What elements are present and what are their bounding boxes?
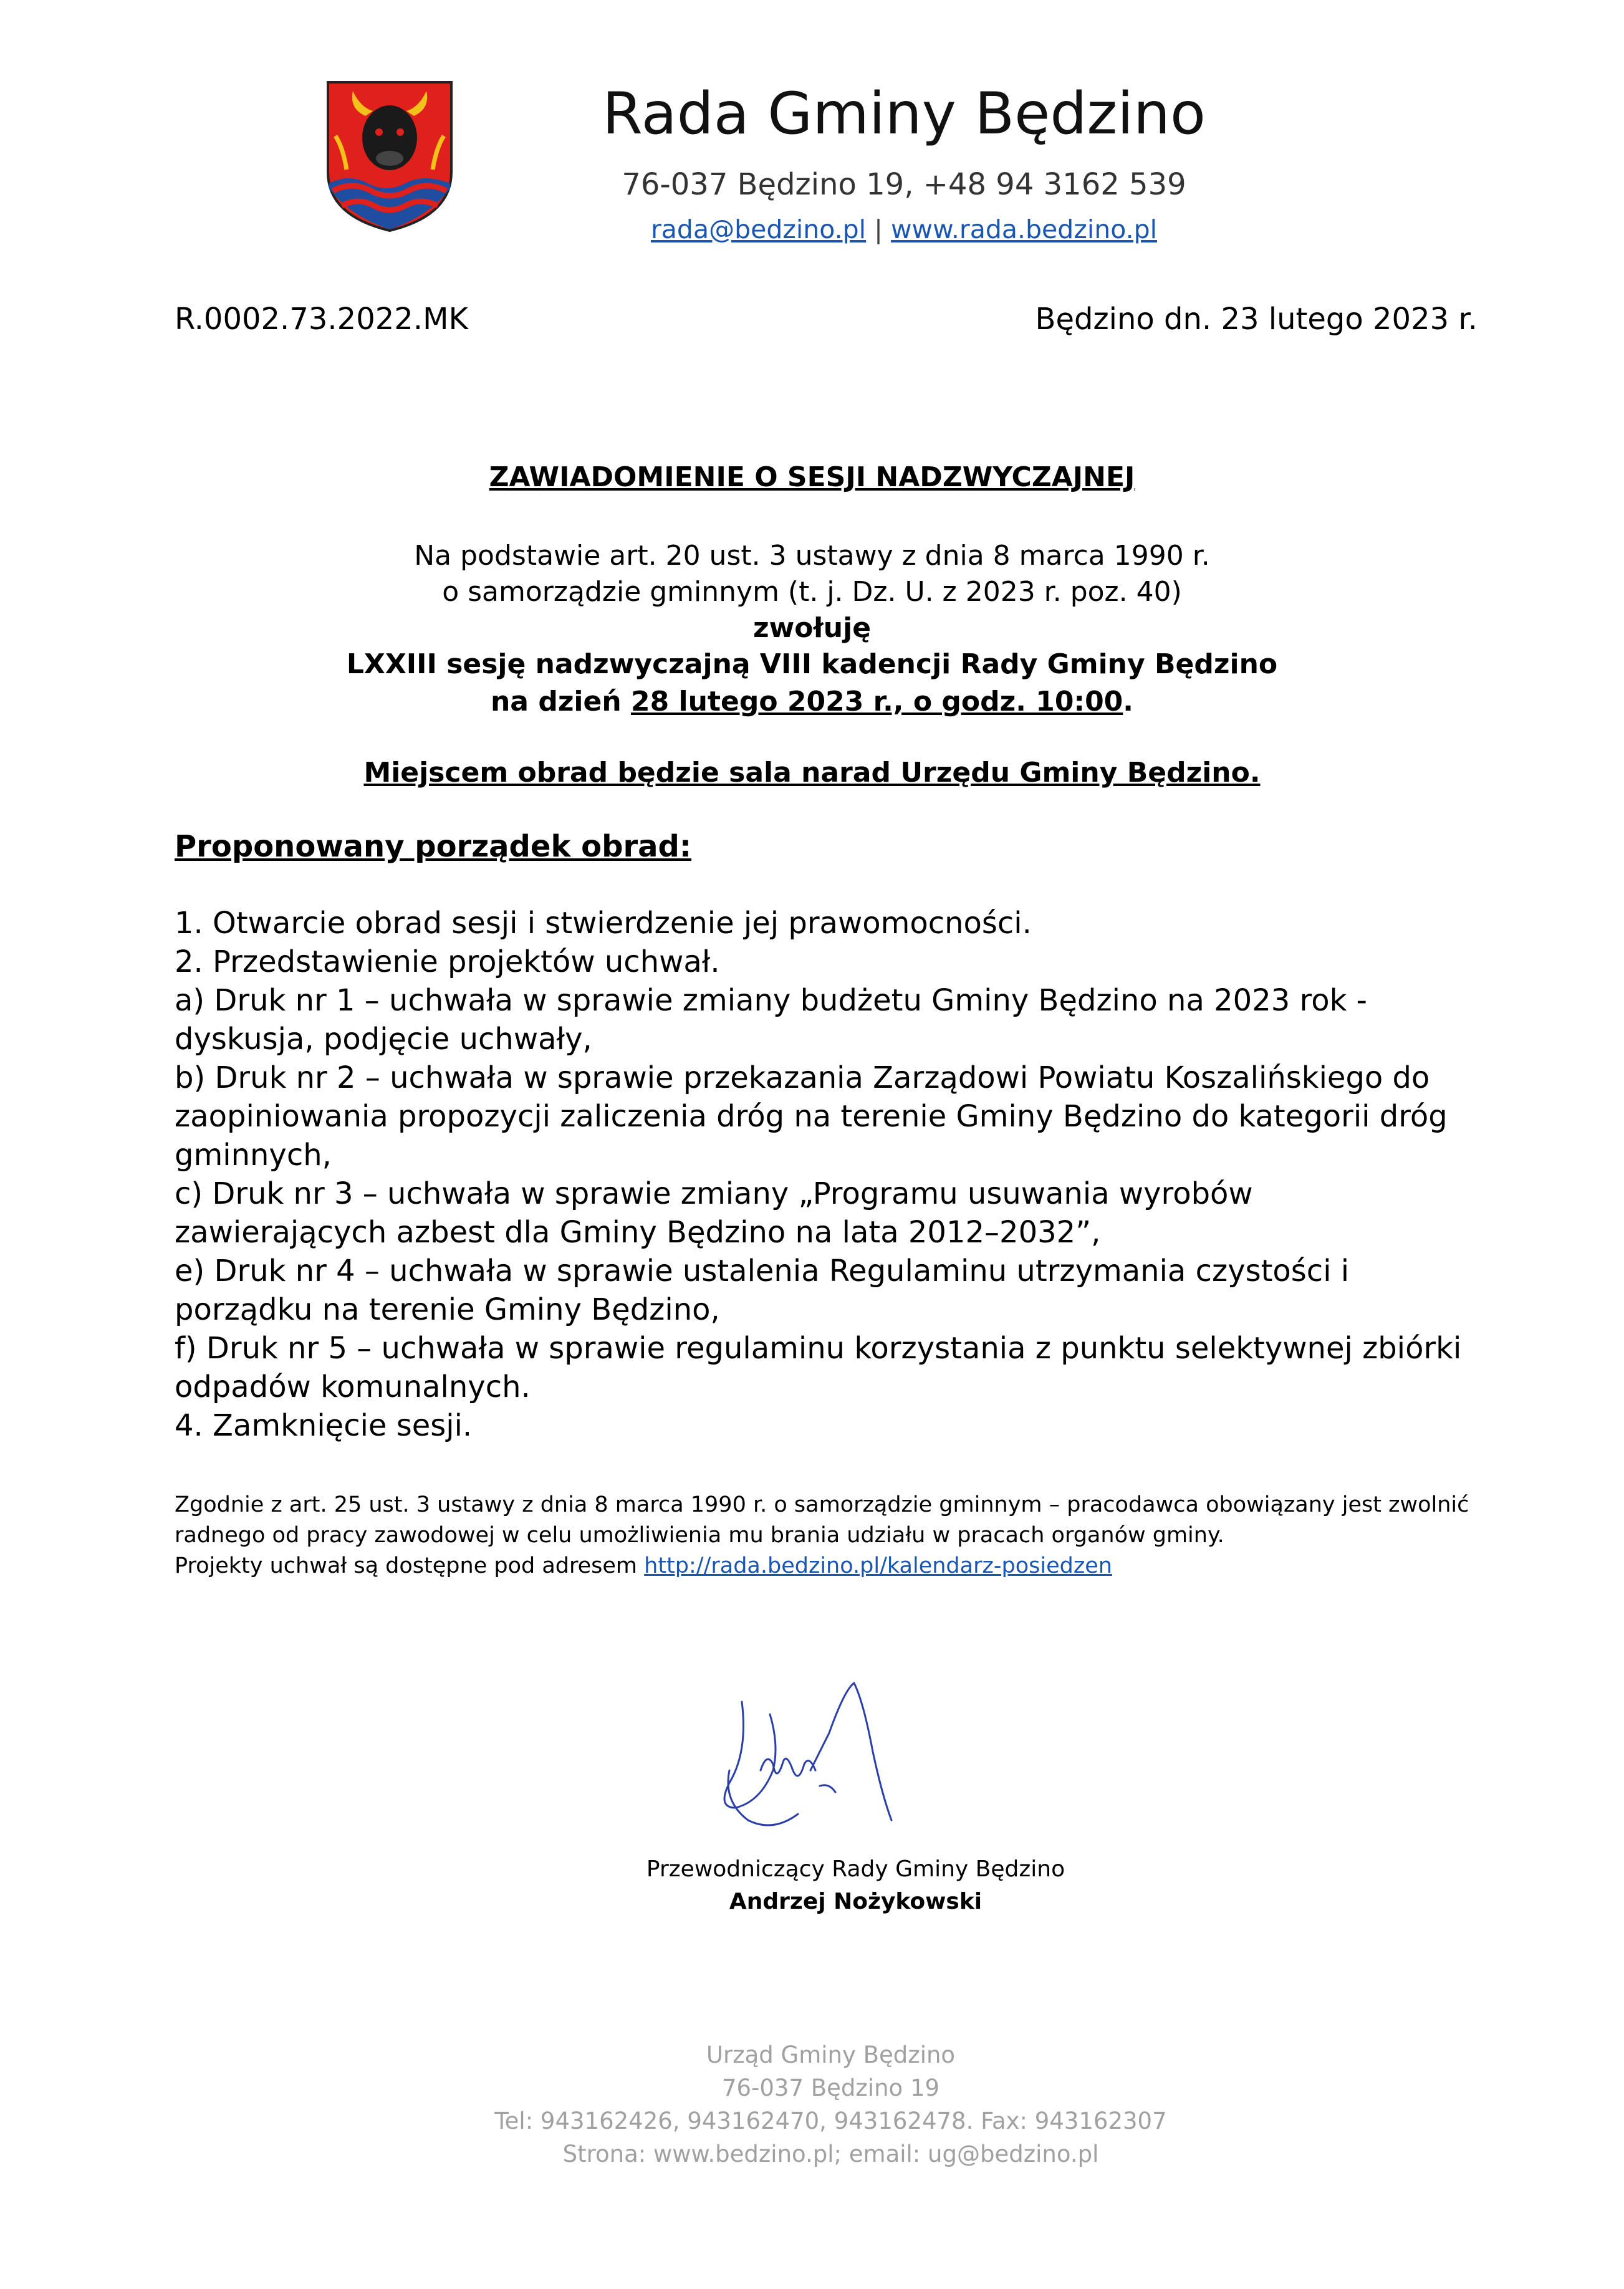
agenda-item: a) Druk nr 1 – uchwała w sprawie zmiany budżetu Gminy Będzino na 2023 rok - dyskusja, podjęcie uchwały,: [175, 983, 1367, 1057]
session-date-prefix: na dzień: [490, 686, 631, 717]
website-link[interactable]: www.rada.bedzino.pl: [891, 214, 1158, 244]
session-date-suffix: .: [1123, 686, 1134, 717]
legal-note: [175, 1490, 1484, 1581]
agenda-item: 1. Otwarcie obrad sesji i stwierdzenie jej prawomocności.: [175, 906, 1032, 941]
legal-basis-line-1: Na podstawie art. 20 ust. 3 ustawy z dnia 8 marca 1990 r.: [414, 540, 1210, 572]
session-venue: Miejscem obrad będzie sala narad Urzędu Gminy Będzino.: [363, 757, 1261, 789]
reference-number: R.0002.73.2022.MK: [175, 302, 468, 337]
council-address: 76-037 Będzino 19, +48 94 3162 539: [622, 167, 1186, 202]
place-date: Będzino dn. 23 lutego 2023 r.: [1035, 302, 1477, 337]
agenda-list: [175, 904, 1471, 1445]
signer-name: Andrzej Nożykowski: [729, 1889, 983, 1914]
agenda-item: 2. Przedstawienie projektów uchwał.: [175, 944, 720, 979]
signer-role: Przewodniczący Rady Gminy Będzino: [646, 1856, 1065, 1882]
agenda-item: e) Druk nr 4 – uchwała w sprawie ustalenia Regulaminu utrzymania czystości i porządku na terenie Gminy Będzino,: [175, 1254, 1350, 1327]
agenda-item: f) Druk nr 5 – uchwała w sprawie regulaminu korzystania z punktu selektywnej zbiórki odpadów komunalnych.: [175, 1331, 1462, 1404]
projects-prefix: Projekty uchwał są dostępne pod adresem: [175, 1553, 645, 1578]
employer-obligation-note: Zgodnie z art. 25 ust. 3 ustawy z dnia 8 marca 1990 r. o samorządzie gminnym – pracodawca obowiązany jest zwolnić radnego od pracy zawodowej w celu umożliwienia mu brania udziału w pracach organów gminy.: [175, 1492, 1469, 1548]
footer-phones: Tel: 943162426, 943162470, 943162478. Fax: 943162307: [494, 2108, 1167, 2134]
agenda-item: c) Druk nr 3 – uchwała w sprawie zmiany „Programu usuwania wyrobów zawierających azbest dla Gminy Będzino na lata 2012–2032”,: [175, 1176, 1253, 1250]
footer-web: Strona: www.bedzino.pl; email: ug@bedzino.pl: [562, 2141, 1099, 2167]
email-link[interactable]: rada@bedzino.pl: [650, 214, 867, 244]
document-title: ZAWIADOMIENIE O SESJI NADZWYCZAJNEJ: [489, 461, 1135, 493]
agenda-item: 4. Zamknięcie sesji.: [175, 1408, 473, 1443]
council-name: Rada Gminy Będzino: [602, 80, 1206, 147]
contact-separator: |: [874, 214, 883, 244]
agenda-heading: Proponowany porządek obrad:: [175, 829, 692, 864]
footer-address: 76-037 Będzino 19: [721, 2075, 940, 2101]
footer-office: Urząd Gminy Będzino: [706, 2042, 956, 2068]
session-name: LXXIII sesję nadzwyczajną VIII kadencji Rady Gminy Będzino: [346, 648, 1278, 680]
council-contact: [436, 214, 1372, 244]
projects-availability: [175, 1551, 1484, 1581]
projects-link[interactable]: http://rada.bedzino.pl/kalendarz-posiedzen: [644, 1553, 1112, 1578]
page-footer: [0, 2038, 1624, 2171]
session-date: [0, 683, 1624, 721]
legal-basis-line-2: o samorządzie gminnym (t. j. Dz. U. z 2023 r. poz. 40): [442, 576, 1182, 608]
session-date-value: 28 lutego 2023 r., o godz. 10:00: [631, 686, 1123, 717]
coat-of-arms-icon: [324, 79, 455, 233]
agenda-item: b) Druk nr 2 – uchwała w sprawie przekazania Zarządowi Powiatu Koszalińskiego do zaopiniowania propozycji zaliczenia dróg na terenie Gminy Będzino do kategorii dróg gminnych,: [175, 1060, 1448, 1173]
convene-word: zwołuję: [752, 612, 872, 644]
signature-icon: [704, 1677, 916, 1864]
